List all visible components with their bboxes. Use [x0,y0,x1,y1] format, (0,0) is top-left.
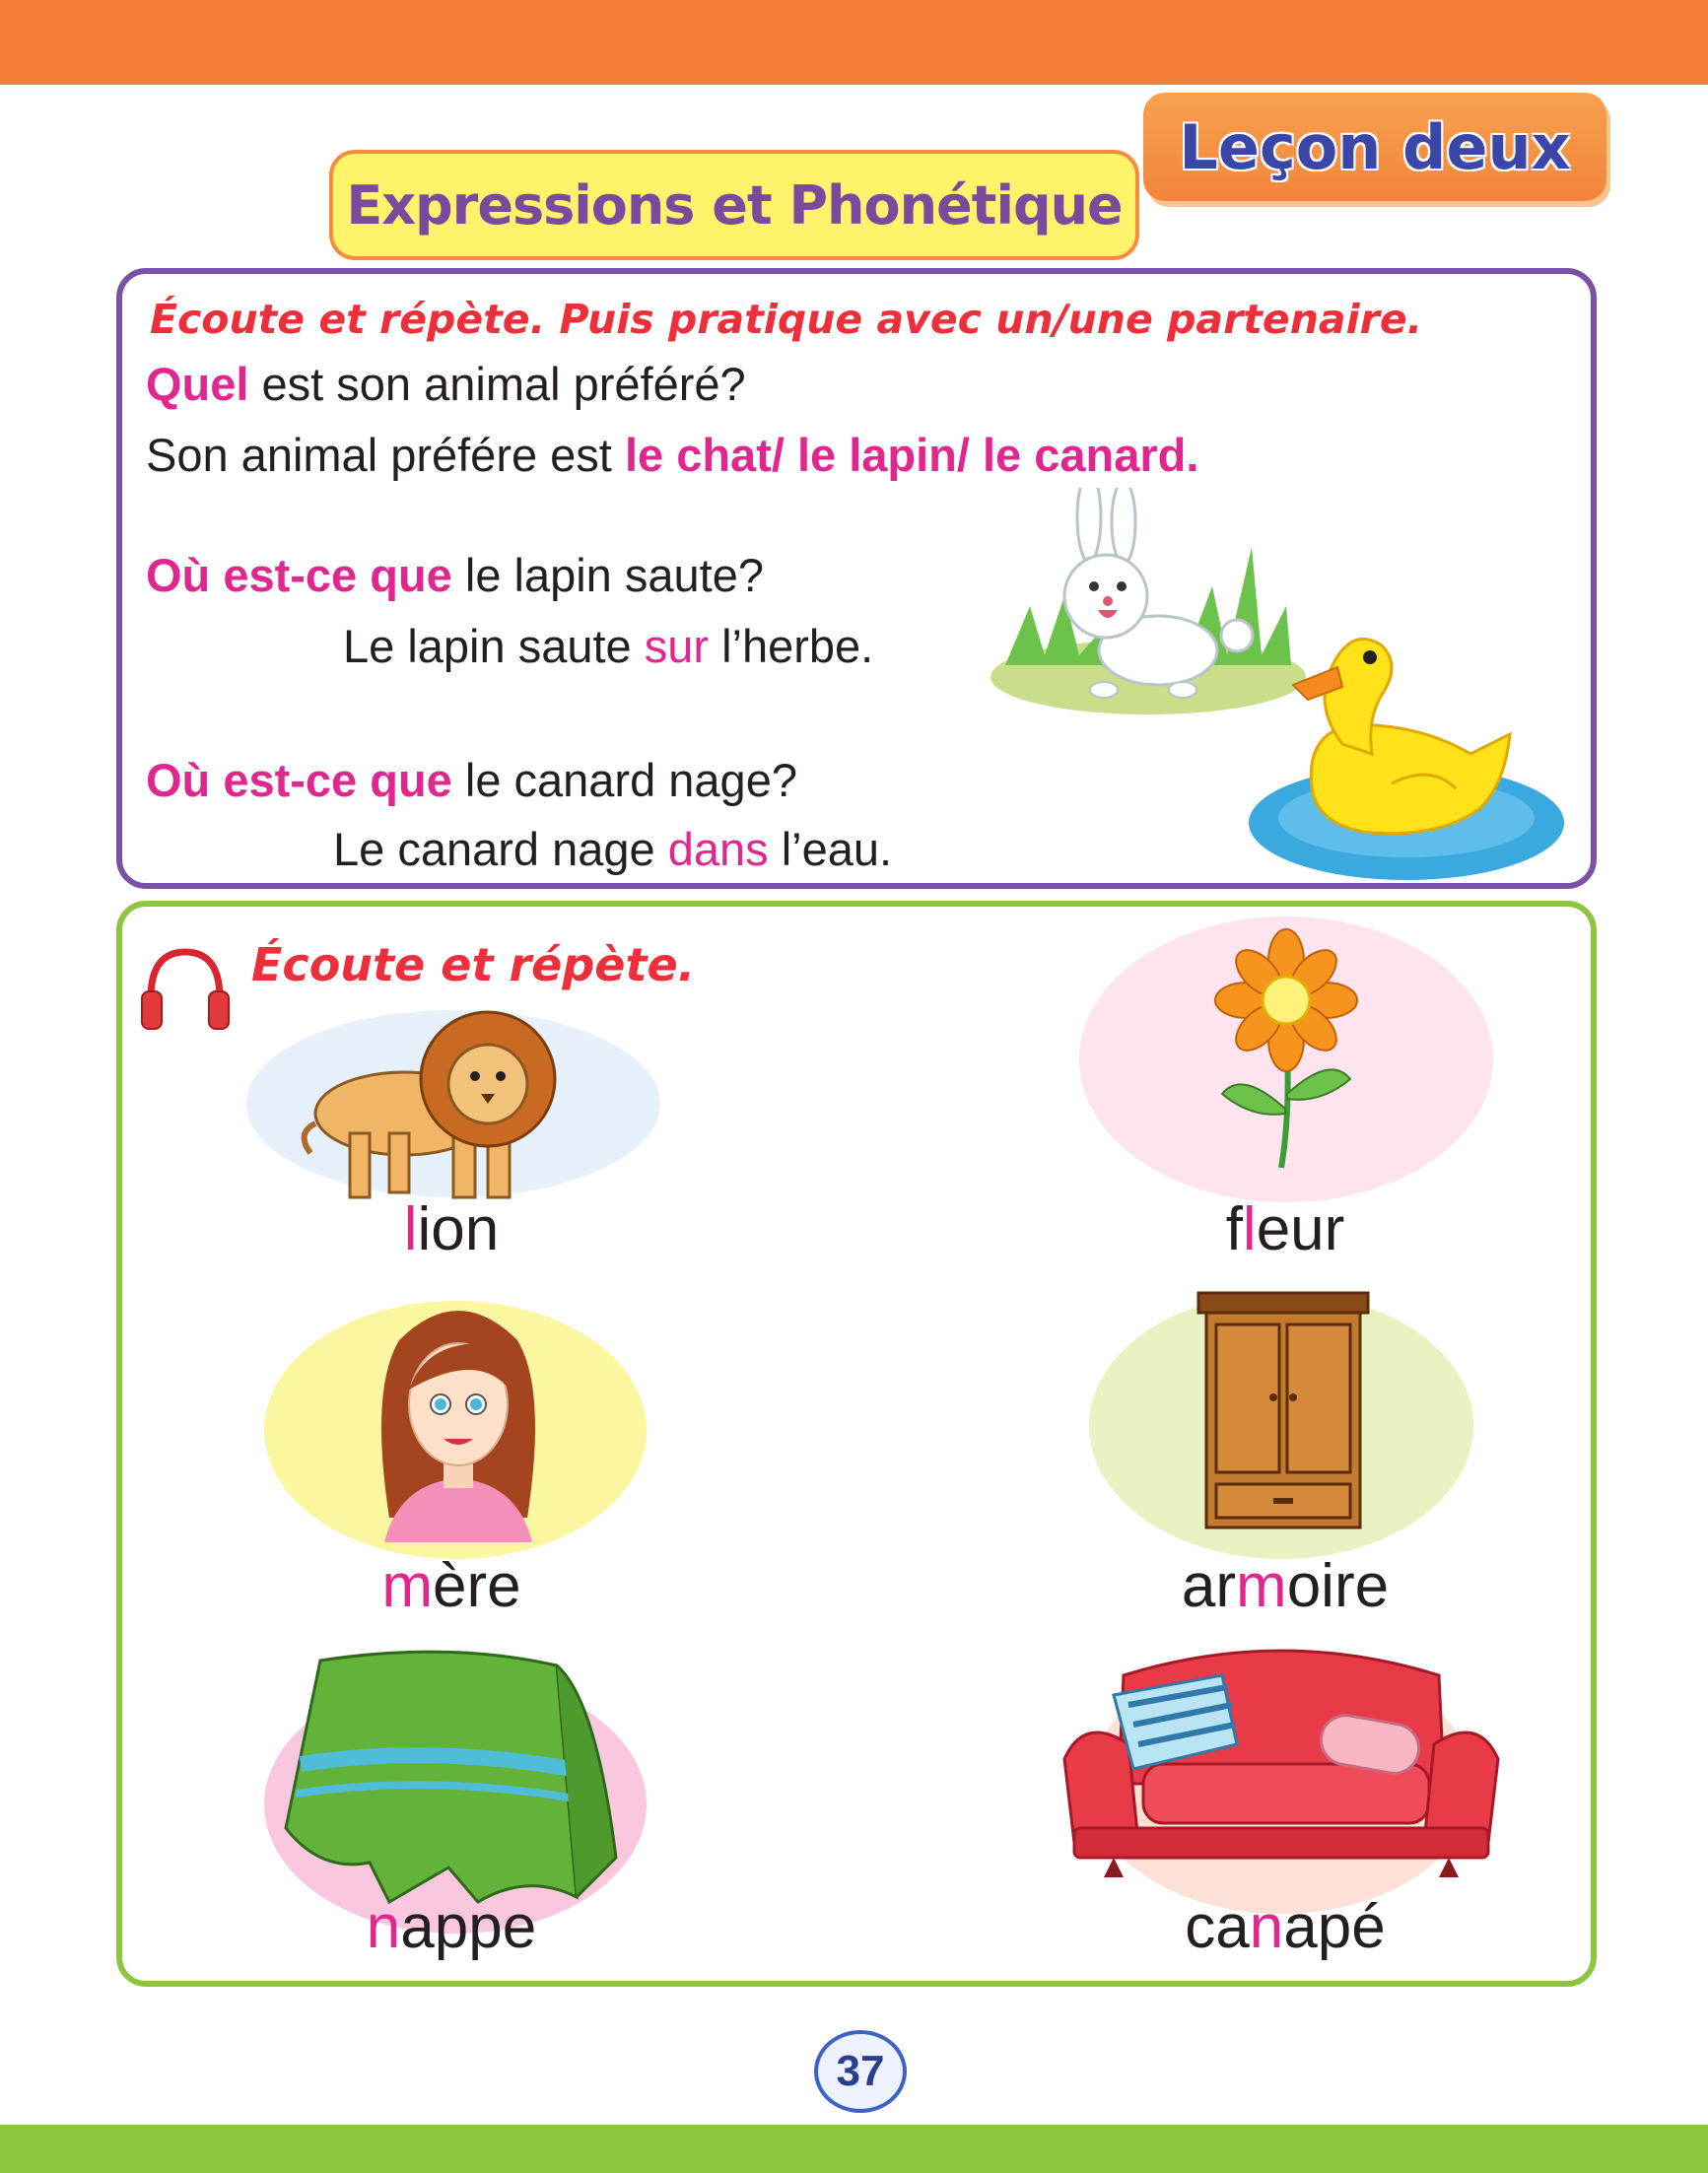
page-number: 37 [814,2030,907,2113]
dialogue-instruction: Écoute et répète. Puis pratique avec un/une partenaire. [150,296,1423,343]
duck-illustration [1244,616,1569,882]
word-lion: lion [403,1195,500,1263]
girl-illustration [360,1291,557,1542]
wardrobe-illustration [1195,1289,1372,1537]
lesson-tag [1143,93,1606,201]
question-2: Où est-ce que le lapin saute? [146,549,764,601]
word-tablecloth: nappe [366,1893,537,1961]
word-wardrobe: armoire [1181,1552,1390,1620]
word-sofa: canapé [1185,1893,1386,1961]
towel-illustration [281,1641,626,1912]
headphones-icon[interactable] [136,944,235,1033]
word-mother: mère [381,1552,521,1620]
answer-3: Le canard nage dans l’eau. [333,823,893,875]
section-title-tag [329,150,1139,260]
question-3: Où est-ce que le canard nage? [146,754,797,806]
lesson-tag-label: Leçon deux [1179,110,1571,183]
word-flower: fleur [1225,1195,1345,1263]
bottom-band [0,2125,1708,2173]
answer-2: Le lapin saute sur l’herbe. [343,620,874,672]
top-band [0,0,1708,85]
flower-illustration [1183,921,1390,1178]
section-title: Expressions et Phonétique [346,173,1123,237]
vocabulary-instruction: Écoute et répète. [251,938,696,991]
sofa-illustration [1055,1636,1508,1882]
question-1: Quel est son animal préféré? [146,358,746,410]
lion-illustration [296,985,562,1212]
answer-1: Son animal préfére est le chat/ le lapin/ le canard. [146,429,1199,481]
